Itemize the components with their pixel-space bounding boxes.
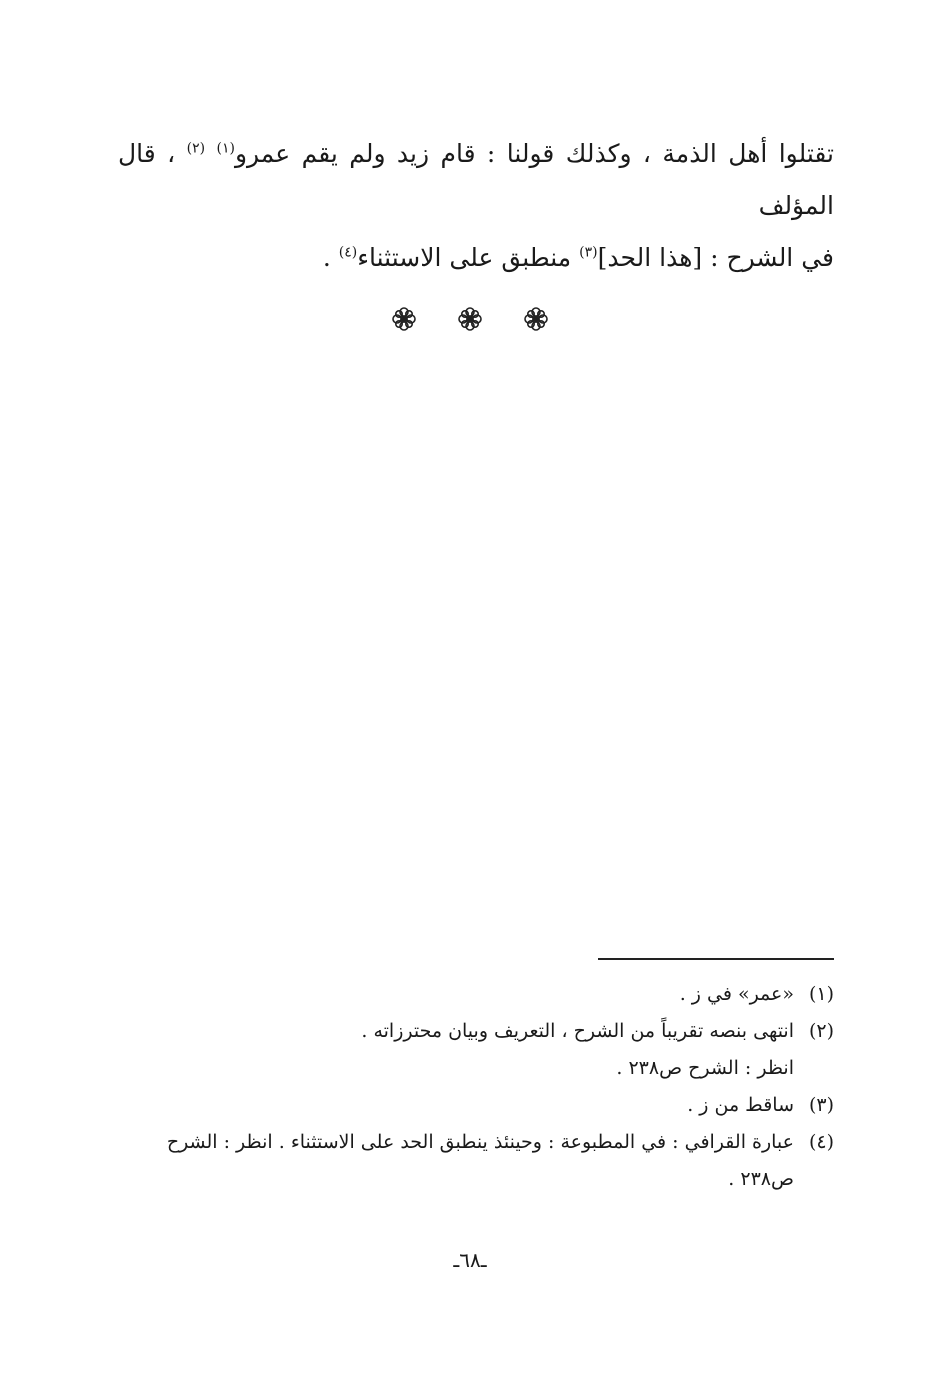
footnote-number: (٣) xyxy=(808,1094,834,1116)
flower-ornament-icon xyxy=(523,306,549,332)
footnote-4 xyxy=(118,1124,834,1198)
main-text-line-1 xyxy=(118,128,834,232)
footnote-continuation: انظر : الشرح ص٢٣٨ . xyxy=(616,1057,794,1079)
footnote-3 xyxy=(118,1087,834,1124)
main-text xyxy=(118,128,834,284)
flower-ornament-icon xyxy=(457,306,483,332)
footnotes xyxy=(118,976,834,1198)
footnote-separator xyxy=(598,958,834,960)
footnote-ref-3[interactable]: (٣) xyxy=(579,244,598,261)
footnote-2 xyxy=(118,1013,834,1087)
page-number: ـ٦٨ـ xyxy=(453,1248,487,1272)
main-text-segment: في الشرح : [هذا الحد] xyxy=(597,243,834,272)
main-text-segment: ، قال المؤلف xyxy=(118,139,834,220)
main-text-segment: . xyxy=(322,243,339,272)
main-text-line-2 xyxy=(118,232,834,284)
footnote-text: عبارة القرافي : في المطبوعة : وحينئذ ينطبق الحد على الاستثناء . انظر : الشرح xyxy=(166,1131,794,1153)
footnote-continuation: ص٢٣٨ . xyxy=(728,1168,794,1190)
footnote-text: ساقط من ز . xyxy=(687,1094,794,1116)
footnote-number: (١) xyxy=(808,983,834,1005)
footnote-text: انتهى بنصه تقريباً من الشرح ، التعريف وبيان محترزاته . xyxy=(361,1020,794,1042)
footnote-text: «عمر» في ز . xyxy=(679,983,794,1005)
footnote-ref-2[interactable]: (٢) xyxy=(186,140,206,157)
section-divider-ornaments xyxy=(0,306,940,332)
footnote-number: (٢) xyxy=(808,1020,834,1042)
flower-ornament-icon xyxy=(391,306,417,332)
footnote-1 xyxy=(118,976,834,1013)
footnote-number: (٤) xyxy=(808,1131,834,1153)
main-text-segment: تقتلوا أهل الذمة ، وكذلك قولنا : قام زيد ولم يقم عمرو xyxy=(234,139,835,168)
footnote-ref-4[interactable]: (٤) xyxy=(338,244,358,261)
main-text-segment: منطبق على الاستثناء xyxy=(357,243,580,272)
footnote-ref-1[interactable]: (١) xyxy=(216,140,235,157)
